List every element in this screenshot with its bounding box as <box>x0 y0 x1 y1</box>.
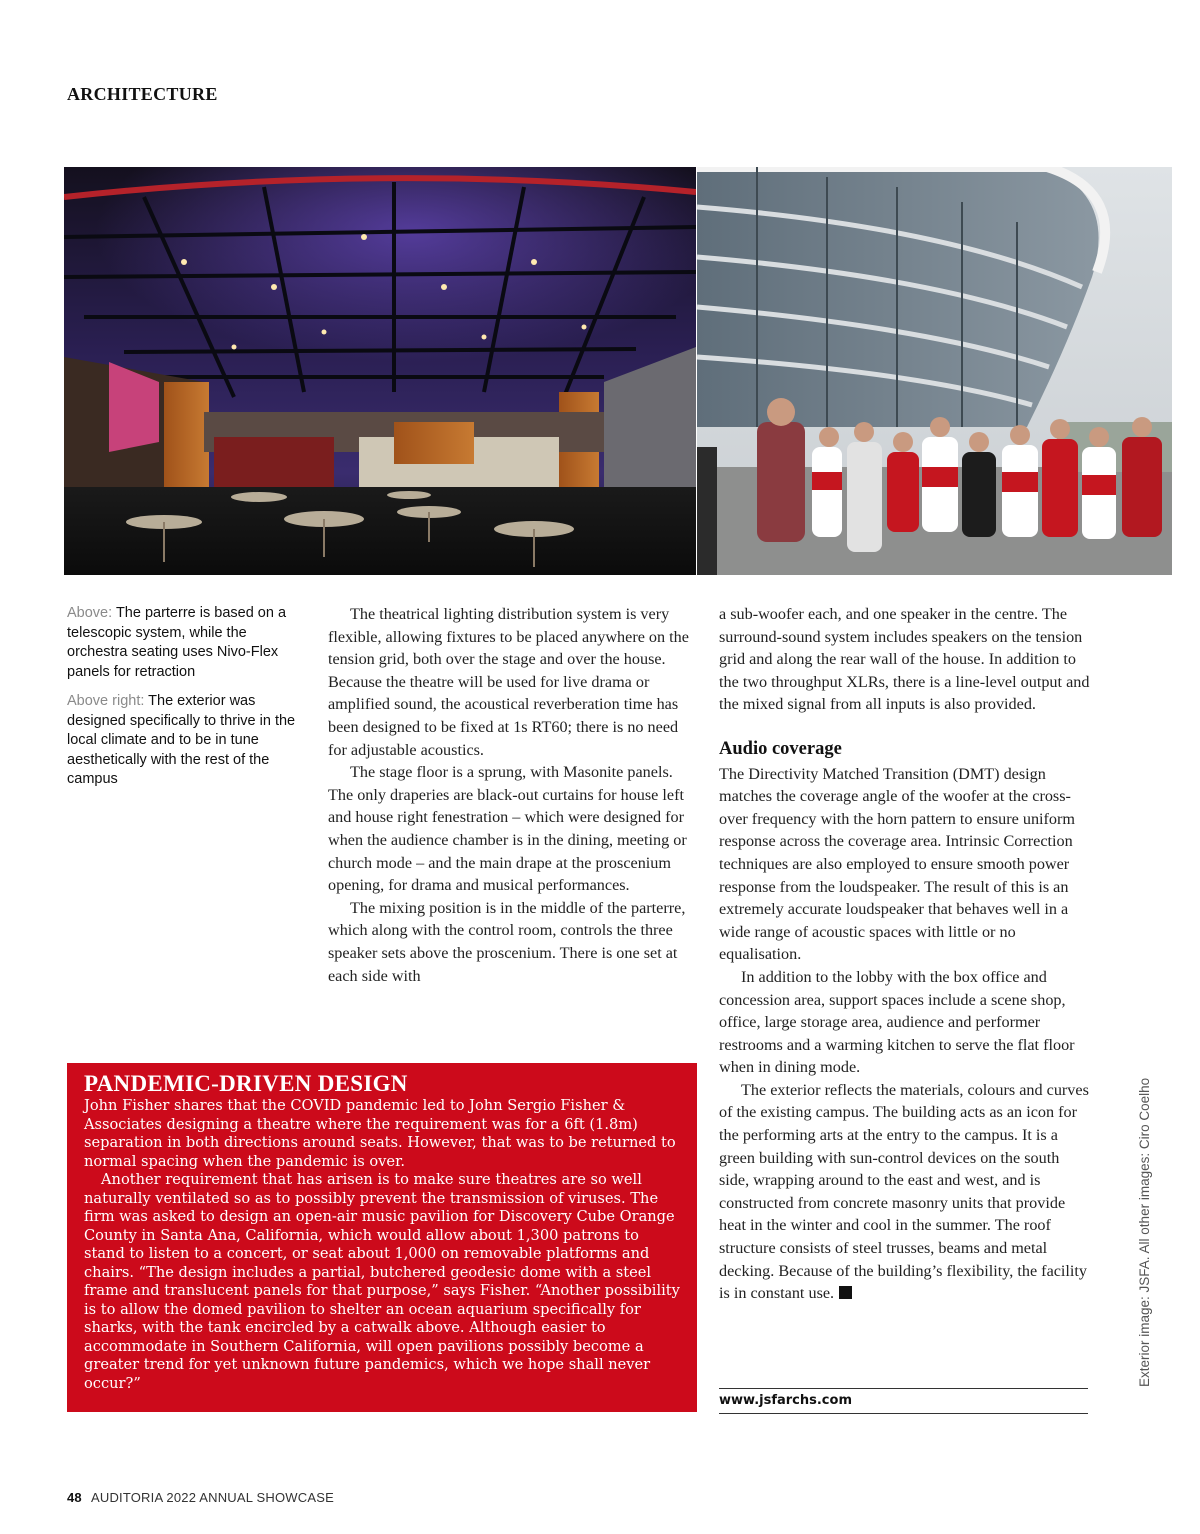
pandemic-sidebar-box <box>67 1063 697 1412</box>
publication-name: AUDITORIA 2022 ANNUAL SHOWCASE <box>90 1490 334 1505</box>
photo-credit: Exterior image: JSFA. All other images: Ciro Coelho <box>1137 1077 1152 1387</box>
body-paragraph: In addition to the lobby with the box office and concession area, support spaces include a scene shop, office, large storage area, audience and performer restrooms and a warming kitchen to serve the flat floor when in dining mode. <box>719 967 1075 1077</box>
sidebar-paragraph: John Fisher shares that the COVID pandemic led to John Sergio Fisher & Associates designing a theatre where the requirement was for a 6ft (1.8m) separation in both directions around seats. However, that was to be returned to normal spacing when the pandemic is over. <box>84 1097 676 1170</box>
caption-lead: Above right: <box>67 693 145 709</box>
article-column-middle <box>328 603 696 987</box>
end-mark <box>839 1286 852 1299</box>
caption-above-right <box>67 692 311 790</box>
building-exterior-photo <box>697 167 1172 575</box>
theatre-interior-photo <box>64 167 696 575</box>
body-paragraph: a sub-woofer each, and one speaker in the centre. The surround-sound system includes speakers on the tension grid and along the rear wall of the house. In addition to the two throughput XLRs, there is a line-level output and the mixed signal from all inputs is also provided. <box>719 605 1090 714</box>
page-footer <box>67 1490 334 1505</box>
article-column-right <box>719 603 1091 1305</box>
body-paragraph: The Directivity Matched Transition (DMT) design matches the coverage angle of the woofer at the cross-over frequency with the horn pattern to ensure uniform response across the coverage area. Intrinsic Correction techniques are also employed to ensure smooth power response from the loudspeaker. The result of this is an extremely accurate loudspeaker that behaves well in a wide range of acoustic spaces with little or no equalisation. <box>719 764 1076 964</box>
photo-captions <box>67 604 311 800</box>
body-paragraph: The mixing position is in the middle of the parterre, which along with the control room, controls the three speaker sets above the proscenium. There is one set at each side with <box>328 898 686 985</box>
website-link[interactable]: www.jsfarchs.com <box>719 1388 1088 1414</box>
sidebar-paragraph: Another requirement that has arisen is to make sure theatres are so well naturally ventilated so as to possibly prevent the transmission of viruses. The firm was asked to design an open-air music pavilion for Discovery Cube Orange County in Santa Ana, California, which would allow about 1,300 patrons to stand to listen to a concert, or seat about 1,000 on removable platforms and chairs. “The design includes a partial, butchered geodesic dome with a steel frame and translucent panels for that purpose,” says Fisher. “Another possibility is to allow the domed pavilion to shelter an ocean aquarium specifically for sharks, with the tank encircled by a catwalk above. Although easier to accommodate in Southern California, will open pavilions possibly become a greater trend for yet unknown future pandemics, which we hope shall never occur?” <box>84 1171 680 1392</box>
page-number: 48 <box>67 1490 82 1505</box>
body-paragraph-text: The exterior reflects the materials, colours and curves of the existing campus. The building acts as an icon for the performing arts at the entry to the campus. It is a green building with sun-control devices on the south side, wrapping around to the east and west, and is constructed from concrete masonry units that provide heat in the winter and cool in the summer. The roof structure consists of steel trusses, beams and metal decking. Because of the building’s flexibility, the facility is in constant use. <box>719 1080 1089 1303</box>
subhead-audio-coverage: Audio coverage <box>719 738 842 759</box>
caption-text: The exterior was designed specifically to thrive in the local climate and to be in tune aesthetically with the rest of the campus <box>67 693 296 787</box>
caption-text: The parterre is based on a telescopic system, while the orchestra seating uses Nivo-Flex panels for retraction <box>67 605 287 680</box>
body-paragraph: The theatrical lighting distribution system is very flexible, allowing fixtures to be placed anywhere on the tension grid, both over the stage and over the house. Because the theatre will be used for live drama or amplified sound, the acoustical reverberation time has been designed to be fixed at 1s RT60; there is no need for adjustable acoustics. <box>328 605 689 759</box>
body-paragraph-final <box>719 1079 1091 1305</box>
section-label: ARCHITECTURE <box>67 84 218 104</box>
sidebar-title: PANDEMIC-DRIVEN DESIGN <box>84 1071 408 1096</box>
caption-above <box>67 604 311 682</box>
body-paragraph: The stage floor is a sprung, with Masonite panels. The only draperies are black-out curtains for house left and house right fenestration – which were designed for when the audience chamber is in the dining, meeting or church mode – and the main drape at the proscenium opening, for drama and musical performances. <box>328 763 687 895</box>
caption-lead: Above: <box>67 605 113 621</box>
